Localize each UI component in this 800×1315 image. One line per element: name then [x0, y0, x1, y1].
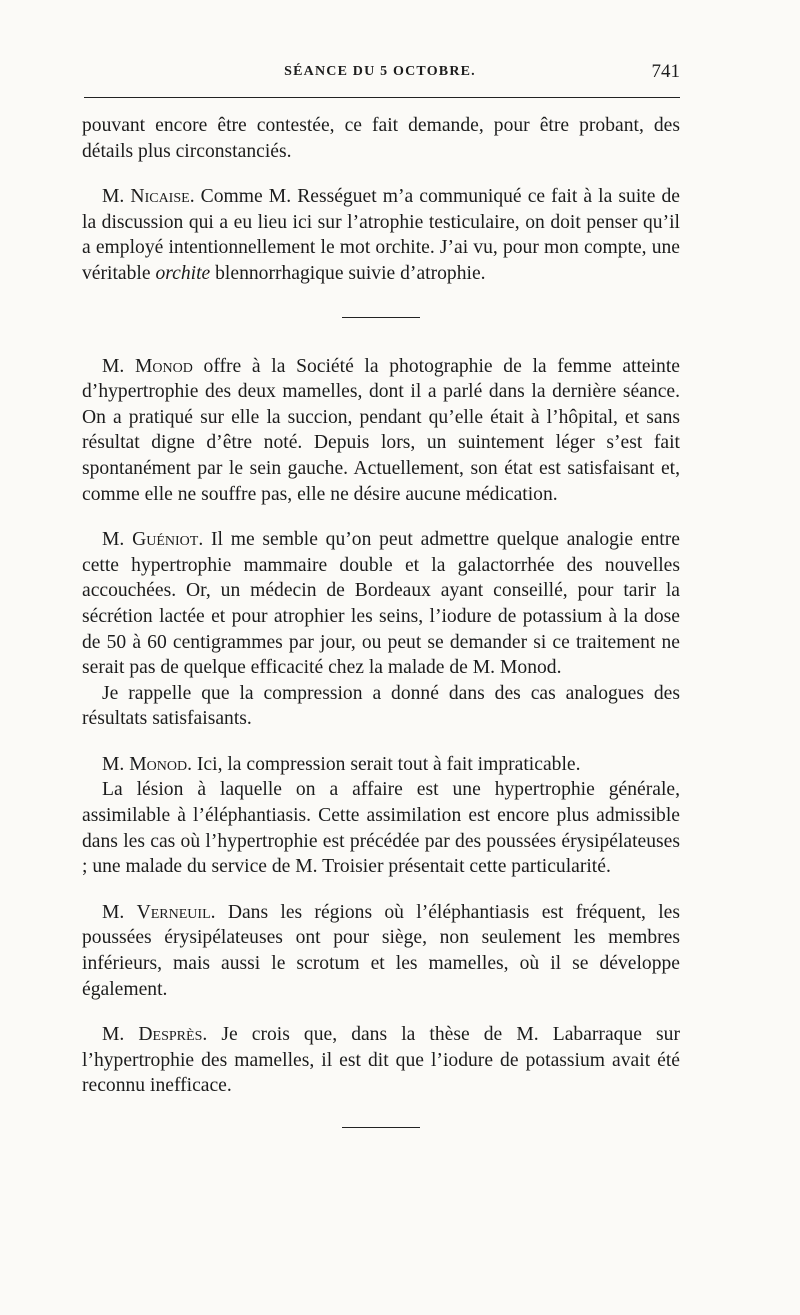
speaker-name: Monod [129, 753, 188, 775]
speaker-name: Verneuil [136, 901, 211, 923]
paragraph-monod-offer: M. Monod offre à la Société la photographie de la femme atteinte d’hypertrophie des deux mamelles, dont il a parlé dans la dernière séance. On a pratiqué sur elle la succion, pendant qu’elle était à l’hôpital, et sans résultat digne d’être noté. Depuis lors, un suintement léger s’est fait spontanément par le sein gauche. Actuellement, son état est satisfaisant et, comme elle ne souffre pas, elle ne désire aucune médication. [82, 355, 680, 505]
paragraph-gueniot: M. Guéniot. Il me semble qu’on peut admettre quelque analogie entre cette hypertrophie mammaire double et la galactorrhée des nouvelles accouchées. Or, un médecin de Bordeaux ayant conseillé, pour tarir la sécrétion lactée et pour atrophier les seins, l’iodure de potassium à la dose de 50 à 60 centigrammes par jour, ou peut se demander si ce traitement ne serait pas de quelque efficacité chez la malade de M. Monod. [82, 529, 680, 679]
end-separator [342, 1127, 420, 1128]
page-number: 741 [651, 61, 680, 82]
page-body [82, 113, 680, 1128]
header-rule [84, 97, 680, 98]
speaker-name: Desprès [138, 1024, 203, 1046]
running-head [80, 61, 680, 86]
paragraph-nicaise: M. Nicaise. Comme M. Rességuet m’a communiqué ce fait à la suite de la discussion qui a eu lieu ici sur l’atrophie testiculaire, on doit penser qu’il a employé intentionnellement le mot orchite. J’ai vu, pour mon compte, une véritable orchite blennorrhagique suivie d’atrophie. [82, 186, 680, 284]
paragraph-gueniot-continued: Je rappelle que la compression a donné dans des cas analogues des résultats satisfaisants. [82, 682, 680, 730]
speaker-name: Monod [135, 355, 193, 377]
italic-term: orchite [155, 262, 211, 284]
paragraph-continuation: pouvant encore être contestée, ce fait demande, pour être probant, des détails plus circonstanciés. [82, 115, 680, 162]
paragraph-monod-continued: La lésion à laquelle on a affaire est une hypertrophie générale, assimilable à l’éléphantiasis. Cette assimilation est encore plus admissible dans les cas où l’hypertrophie est précédée par des poussées érysipélateuses ; une malade du service de M. Troisier présentait cette particularité. [82, 779, 680, 878]
speaker-name: Guéniot [132, 529, 199, 551]
paragraph-despres: M. Desprès. Je crois que, dans la thèse de M. Labarraque sur l’hypertrophie des mamelles, il est dit que l’iodure de potassium avait été reconnu inefficace. [82, 1024, 680, 1097]
paragraph-monod-reply: M. Monod. Ici, la compression serait tout à fait impraticable. [102, 753, 581, 775]
speaker-name: Nicaise [130, 186, 190, 208]
paragraph-verneuil: M. Verneuil. Dans les régions où l’éléphantiasis est fréquent, les poussées érysipélateuses ont pour siège, non seulement les membres inférieurs, mais aussi le scrotum et les mamelles, où il se développe également. [82, 901, 680, 1000]
running-title: SÉANCE DU 5 OCTOBRE. [284, 64, 476, 79]
